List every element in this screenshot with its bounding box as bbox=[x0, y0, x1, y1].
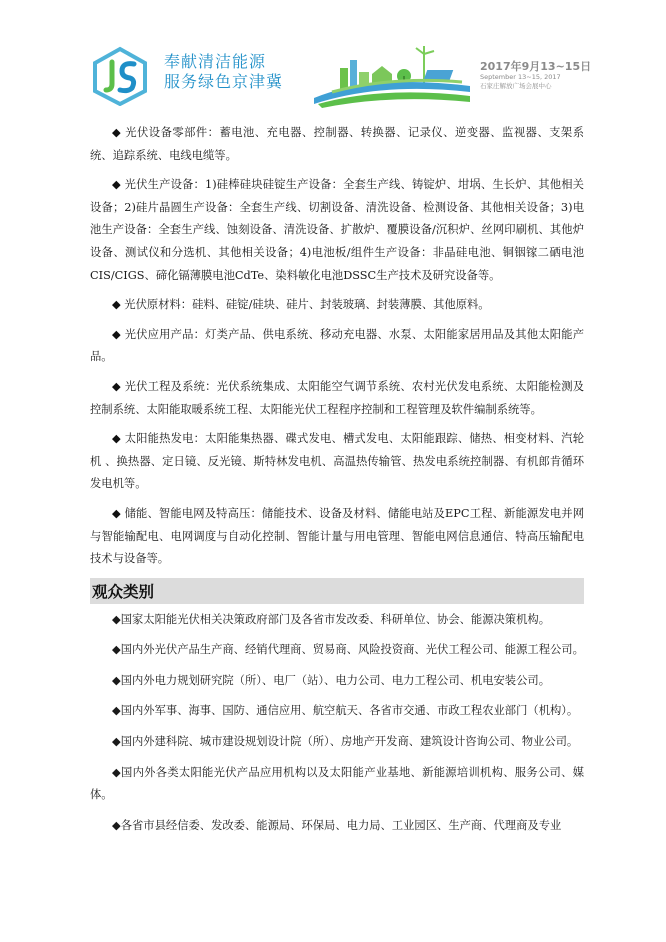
diamond-bullet-icon: ◆ bbox=[112, 126, 122, 139]
exhibit-item bbox=[90, 503, 584, 571]
audience-item-text: 国内外军事、海事、国防、通信应用、航空航天、各省市交通、市政工程农业部门（机构）。 bbox=[120, 704, 579, 718]
diamond-bullet-icon: ◆ bbox=[112, 178, 121, 192]
exhibit-item-text: 光伏设备零部件：蓄电池、充电器、控制器、转换器、记录仪、逆变器、监视器、支架系统、追踪系统、电线电缆等。 bbox=[90, 126, 584, 162]
audience-section-header bbox=[90, 578, 584, 604]
audience-item-text: 国内外光伏产品生产商、经销代理商、贸易商、风险投资商、光伏工程公司、能源工程公司。 bbox=[120, 643, 584, 657]
diamond-bullet-icon: ◆ bbox=[112, 432, 121, 446]
exhibit-item-text: 太阳能热发电：太阳能集热器、碟式发电、槽式发电、太阳能跟踪、储热、相变材料、汽轮机 、换热器、定日镜、反光镜、斯特林发电机、高温热传输管、热发电系统控制器、有机郎肯循环发电机等。 bbox=[90, 432, 584, 491]
exhibit-item bbox=[90, 174, 584, 287]
exhibit-item bbox=[90, 428, 584, 496]
audience-item bbox=[90, 700, 584, 723]
page-header bbox=[0, 0, 666, 118]
exhibit-item bbox=[90, 294, 584, 317]
diamond-bullet-icon: ◆ bbox=[112, 643, 121, 657]
green-city-illustration-icon bbox=[312, 46, 472, 108]
diamond-bullet-icon: ◆ bbox=[112, 818, 121, 832]
diamond-bullet-icon: ◆ bbox=[112, 506, 121, 520]
event-venue: 石家庄解放广场会展中心 bbox=[480, 82, 552, 90]
diamond-bullet-icon: ◆ bbox=[112, 704, 121, 718]
exhibit-item-text: 光伏工程及系统：光伏系统集成、太阳能空气调节系统、农村光伏发电系统、太阳能检测及 控制系统、太阳能取暖系统工程、太阳能光伏工程程序控制和工程管理及软件编制系统等。 bbox=[90, 379, 584, 416]
exhibit-item-text: 光伏原材料：硅料、硅锭/硅块、硅片、封装玻璃、封装薄膜、其他原料。 bbox=[124, 298, 490, 312]
exhibit-item bbox=[90, 122, 584, 167]
audience-item-text: 国内外各类太阳能光伏产品应用机构以及太阳能产业基地、新能源培训机构、服务公司、媒体。 bbox=[90, 765, 584, 802]
diamond-bullet-icon: ◆ bbox=[112, 327, 121, 341]
diamond-bullet-icon: ◆ bbox=[112, 379, 121, 393]
exhibit-item-text: 储能、智能电网及特高压：储能技术、设备及材料、储能电站及EPC工程、新能源发电并网与智能输配电、电网调度与自动化控制、智能计量与用电管理、智能电网信息通信、特高压输配电技术与设备等。 bbox=[90, 506, 584, 566]
diamond-bullet-icon: ◆ bbox=[112, 735, 121, 749]
event-date: 2017年9月13~15日 bbox=[480, 60, 592, 73]
audience-item bbox=[90, 609, 584, 632]
diamond-bullet-icon: ◆ bbox=[112, 673, 121, 687]
slogan bbox=[164, 52, 283, 92]
expo-logo-icon bbox=[90, 46, 150, 106]
slogan-line-2: 服务绿色京津冀 bbox=[164, 72, 284, 91]
audience-item-text: 各省市县经信委、发改委、能源局、环保局、电力局、工业园区、生产商、代理商及专业 bbox=[120, 818, 562, 832]
diamond-bullet-icon: ◆ bbox=[112, 765, 121, 779]
slogan-line-1: 奉献清洁能源 bbox=[164, 52, 267, 71]
exhibit-item-text: 光伏生产设备：1)硅棒硅块硅锭生产设备：全套生产线、铸锭炉、坩埚、生长炉、其他相关设备；2)硅片晶圆生产设备：全套生产线、切割设备、清洗设备、检测设备、其他相关设备；3)电池生产设备：全套生产线、蚀刻设备、清洗设备、扩散炉、覆膜设备/沉积炉、丝网印刷机、其他炉设备、测试仪和分选机、其他相关设备；4)电池板/组件生产设备：非晶硅电池、铜铟镓二硒电池CIS/CIGS、碲化镉薄膜电池CdTe、染料敏化电池DSSC生产技术及研究设备等。 bbox=[90, 178, 584, 282]
section-title: 观众类别 bbox=[92, 582, 155, 601]
diamond-bullet-icon: ◆ bbox=[112, 612, 121, 626]
audience-item bbox=[90, 762, 584, 807]
audience-item bbox=[90, 815, 584, 838]
audience-item bbox=[90, 639, 584, 662]
exhibit-item-text: 光伏应用产品：灯类产品、供电系统、移动充电器、水泵、太阳能家居用品及其他太阳能产品。 bbox=[90, 327, 584, 364]
event-date-block bbox=[480, 60, 591, 91]
main-content bbox=[90, 122, 584, 845]
audience-item-text: 国家太阳能光伏相关决策政府部门及各省市发改委、科研单位、协会、能源决策机构。 bbox=[120, 612, 550, 626]
exhibit-item bbox=[90, 376, 584, 421]
audience-item-text: 国内外建科院、城市建设规划设计院（所）、房地产开发商、建筑设计咨询公司、物业公司。 bbox=[120, 735, 579, 749]
exhibit-item bbox=[90, 324, 584, 369]
event-date-english: September 13~15, 2017 bbox=[480, 73, 561, 81]
audience-item bbox=[90, 670, 584, 693]
diamond-bullet-icon: ◆ bbox=[112, 298, 121, 312]
audience-item bbox=[90, 731, 584, 754]
audience-item-text: 国内外电力规划研究院（所）、电厂（站）、电力公司、电力工程公司、机电安装公司。 bbox=[120, 673, 550, 687]
